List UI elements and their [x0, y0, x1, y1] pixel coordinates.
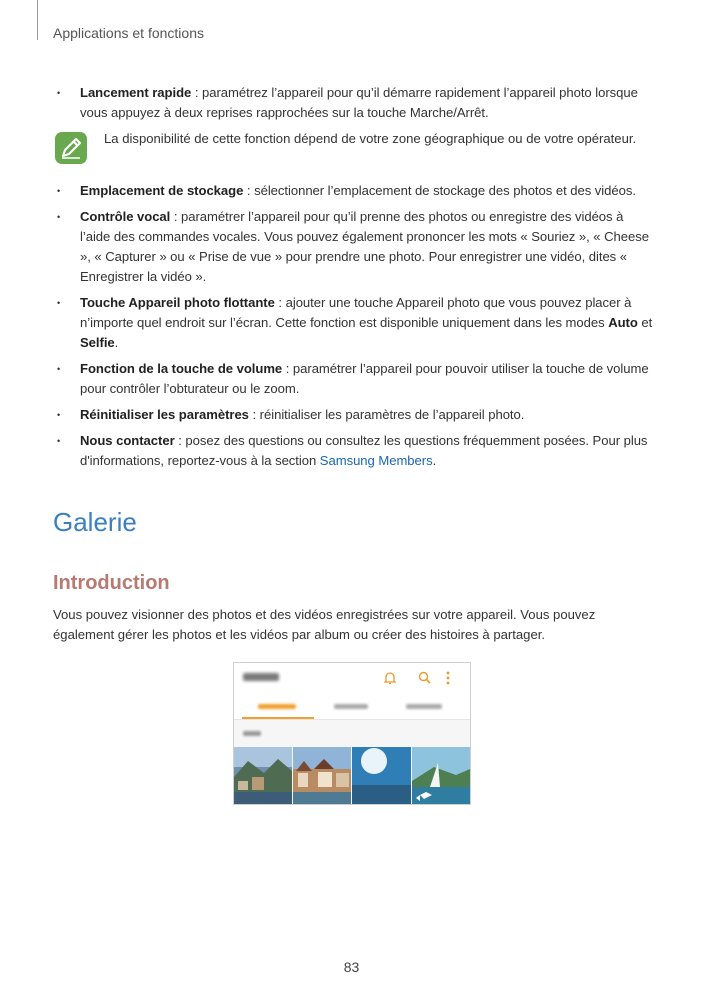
- photo-grid: [234, 747, 470, 804]
- item-text: : sélectionner l’emplacement de stockage des photos et des vidéos.: [243, 183, 636, 198]
- section-title: Introduction: [53, 572, 170, 594]
- note-text: La disponibilité de cette fonction dépend de votre zone géographique ou de votre opérateur.: [104, 131, 637, 146]
- gallery-app-bar: [234, 663, 470, 693]
- list-item: [53, 293, 653, 353]
- more-options-icon: [446, 671, 450, 685]
- gallery-screenshot: [233, 662, 471, 805]
- item-text: : posez des questions ou consultez les questions fréquemment posées. Pour plus d'informations, reportez-vous à la section: [80, 433, 648, 468]
- note-box: [53, 129, 653, 169]
- intro-paragraph: Vous pouvez visionner des photos et des vidéos enregistrées sur votre appareil. Vous pouvez également gérer les photos et les vidéos par album ou créer des histoires à partager.: [53, 607, 596, 642]
- item-text: : ajouter une touche Appareil photo que vous pouvez placer à n’importe quel endroit sur l’écran. Cette fonction est disponible uniquement dans les modes: [80, 295, 632, 330]
- item-text: : paramétrez l’appareil pour qu’il démarre rapidement l’appareil photo lorsque vous appuyez à deux reprises rapprochées sur la touche Marche/Arrêt.: [80, 85, 638, 120]
- item-text-mid: et: [637, 315, 653, 330]
- header-rule: [37, 0, 38, 40]
- settings-list: [53, 181, 653, 471]
- search-icon: [418, 671, 431, 684]
- tab-stories-blurred: [406, 704, 442, 709]
- active-tab-indicator: [242, 717, 314, 719]
- date-label-blurred: [243, 731, 261, 736]
- page-number: 83: [343, 959, 360, 975]
- item-term: Réinitialiser les paramètres: [80, 407, 249, 422]
- item-text: : réinitialiser les paramètres de l’appareil photo.: [248, 407, 525, 422]
- gallery-tabs: [234, 693, 470, 720]
- mode-selfie: Selfie: [80, 335, 115, 350]
- gallery-title-blurred: [243, 673, 279, 681]
- settings-list-top: [53, 83, 653, 123]
- list-item: [53, 83, 653, 123]
- list-item: [53, 207, 653, 287]
- item-term: Lancement rapide: [80, 85, 192, 100]
- list-item: [53, 405, 653, 425]
- item-term: Touche Appareil photo flottante: [80, 295, 275, 310]
- item-text: : paramétrer l’appareil pour pouvoir utiliser la touche de volume pour contrôler l’obturateur ou le zoom.: [80, 361, 649, 396]
- item-text-end: .: [114, 335, 119, 350]
- samsung-members-link[interactable]: Samsung Members: [319, 453, 433, 468]
- chapter-title: Galerie: [53, 507, 137, 537]
- tab-albums-blurred: [334, 704, 368, 709]
- item-text-end: .: [432, 453, 437, 468]
- list-item: [53, 359, 653, 399]
- tab-pictures-blurred: [258, 704, 296, 709]
- item-term: Nous contacter: [80, 433, 175, 448]
- settings-content: [53, 83, 653, 477]
- item-text: : paramétrer l’appareil pour qu’il prenne des photos ou enregistre des vidéos à l’aide des commandes vocales. Vous pouvez également prononcer les mots « Souriez », « Cheese », « Capturer » ou « Prise de vue » pour prendre une photo. Pour enregistrer une vidéo, dites « Enregistrer la vidéo ».: [80, 209, 649, 284]
- mode-auto: Auto: [608, 315, 638, 330]
- list-item: [53, 431, 653, 471]
- item-term: Contrôle vocal: [80, 209, 171, 224]
- list-item: [53, 181, 653, 201]
- section-header: Applications et fonctions: [53, 25, 204, 41]
- item-term: Emplacement de stockage: [80, 183, 244, 198]
- item-term: Fonction de la touche de volume: [80, 361, 283, 376]
- note-pencil-icon: [54, 131, 88, 165]
- bell-icon: [384, 671, 396, 685]
